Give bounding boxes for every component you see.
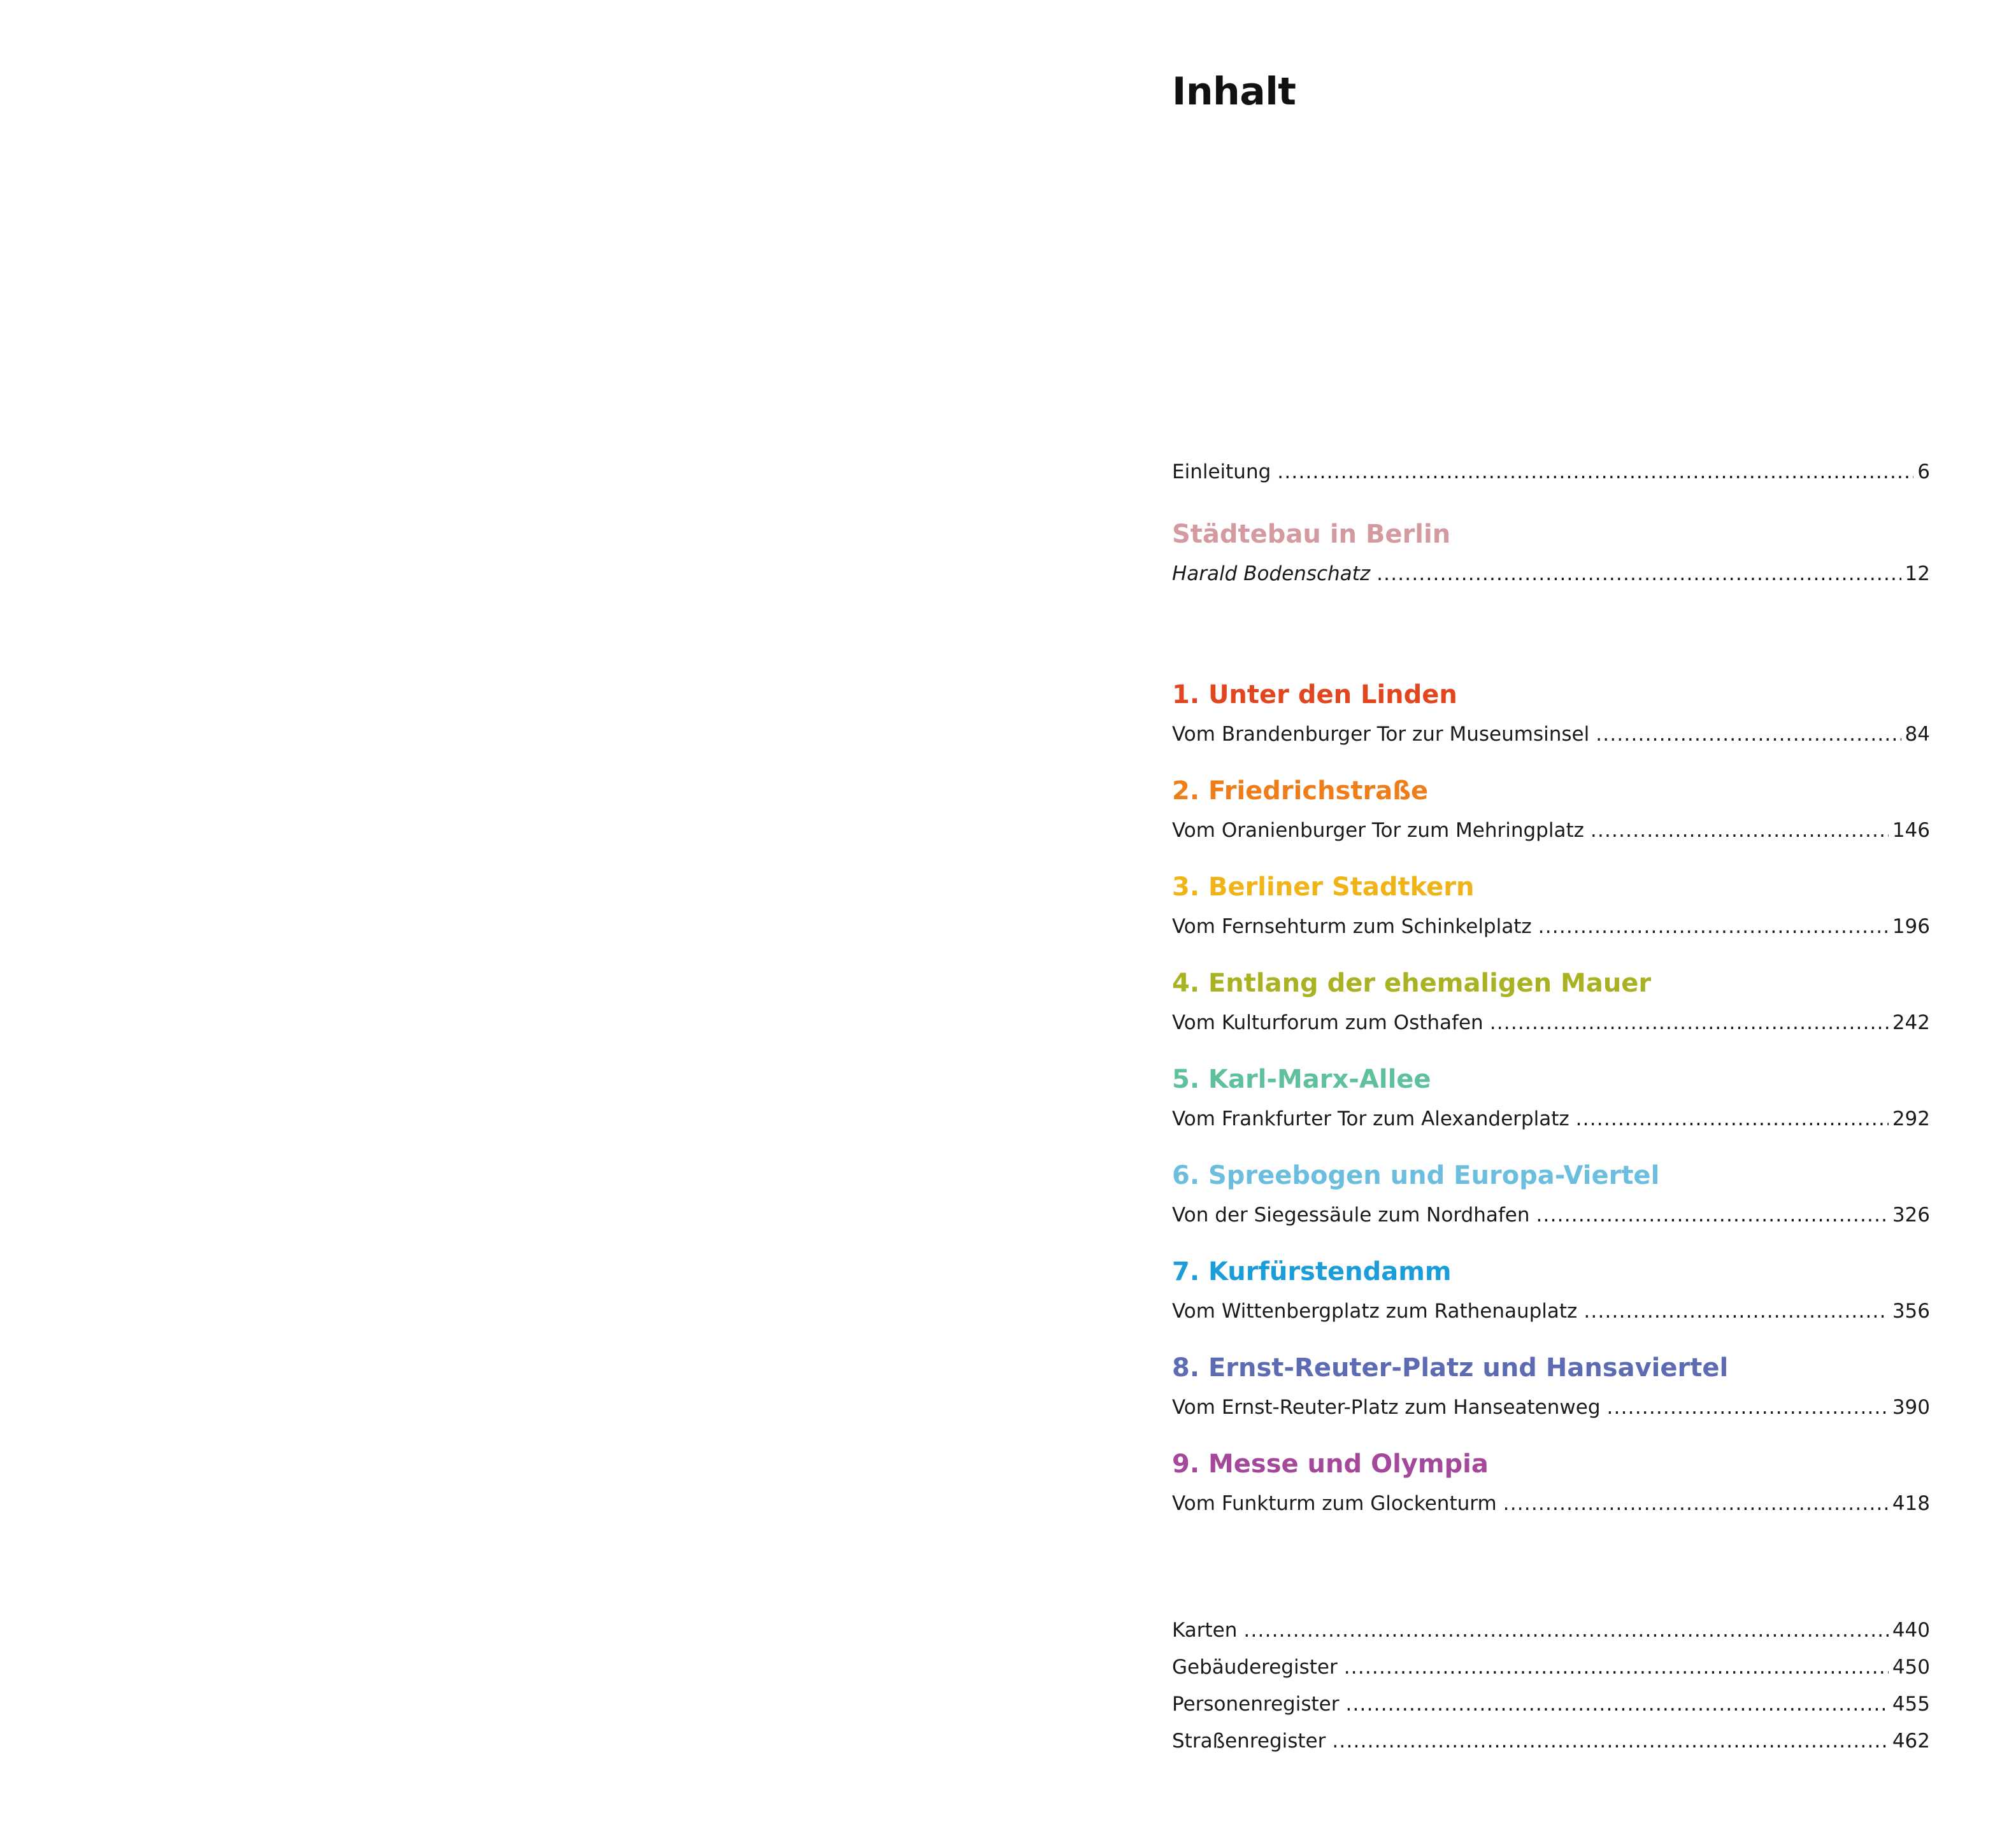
chapter-title: 4. Entlang der ehemaligen Mauer — [1172, 969, 1652, 998]
toc-entry — [1172, 716, 1930, 753]
chapter-entry-8[interactable] — [1172, 1347, 1930, 1443]
toc-entry-page: 418 — [1892, 1492, 1930, 1515]
chapter-title: 6. Spreebogen und Europa-Viertel — [1172, 1161, 1660, 1190]
dot-leader — [1536, 1197, 1889, 1234]
chapter-subtitle: Vom Kulturforum zum Osthafen — [1172, 1011, 1483, 1034]
page-title: Inhalt — [1172, 69, 1296, 114]
chapter-entry-6[interactable] — [1172, 1155, 1930, 1251]
essay-title[interactable]: Städtebau in Berlin — [1172, 520, 1451, 549]
toc-entry-page: 326 — [1892, 1204, 1930, 1227]
chapter-entry-7[interactable] — [1172, 1251, 1930, 1347]
dot-leader — [1591, 812, 1889, 849]
chapter-entry-1[interactable] — [1172, 674, 1930, 770]
chapter-title: 9. Messe und Olympia — [1172, 1449, 1489, 1479]
chapter-subtitle: Vom Fernsehturm zum Schinkelplatz — [1172, 915, 1532, 938]
toc-entry — [1172, 812, 1930, 849]
toc-entry[interactable] — [1172, 1723, 1930, 1760]
dot-leader — [1583, 1293, 1888, 1330]
chapter-subtitle: Von der Siegessäule zum Nordhafen — [1172, 1204, 1530, 1227]
toc-entry[interactable] — [1172, 1649, 1930, 1686]
chapter-subtitle: Vom Ernst-Reuter-Platz zum Hanseatenweg — [1172, 1396, 1601, 1419]
chapter-title: 1. Unter den Linden — [1172, 680, 1457, 709]
toc-entry-page: 462 — [1892, 1730, 1930, 1753]
toc-entry-page: 455 — [1892, 1693, 1930, 1716]
toc-entry-page: 84 — [1905, 723, 1930, 746]
chapter-entry-4[interactable] — [1172, 962, 1930, 1058]
chapter-entry-5[interactable] — [1172, 1058, 1930, 1155]
toc-entry — [1172, 1293, 1930, 1330]
essay-author: Harald Bodenschatz — [1172, 562, 1371, 585]
toc-chapters — [1172, 674, 1930, 1539]
toc-entry-page: 292 — [1892, 1107, 1930, 1130]
toc-entry — [1172, 1389, 1930, 1426]
toc-entry[interactable] — [1172, 453, 1930, 490]
chapter-entry-2[interactable] — [1172, 770, 1930, 866]
toc-entry-label: Einleitung — [1172, 460, 1271, 483]
toc-entry-label: Straßenregister — [1172, 1730, 1326, 1753]
dot-leader — [1243, 1612, 1888, 1649]
toc-entry — [1172, 1197, 1930, 1234]
toc-essay — [1172, 513, 1930, 592]
toc-entry-page: 12 — [1905, 562, 1930, 585]
chapter-subtitle: Vom Brandenburger Tor zur Museumsinsel — [1172, 723, 1590, 746]
toc-entry — [1172, 1485, 1930, 1522]
chapter-entry-3[interactable] — [1172, 866, 1930, 962]
chapter-title: 2. Friedrichstraße — [1172, 776, 1429, 806]
dot-leader — [1345, 1686, 1888, 1723]
toc-entry-page: 6 — [1917, 460, 1930, 483]
chapter-subtitle: Vom Funkturm zum Glockenturm — [1172, 1492, 1497, 1515]
toc-entry-label: Gebäuderegister — [1172, 1656, 1338, 1679]
toc-entry-page: 196 — [1892, 915, 1930, 938]
toc-entry[interactable] — [1172, 1612, 1930, 1649]
dot-leader — [1596, 716, 1901, 753]
dot-leader — [1576, 1100, 1889, 1137]
dot-leader — [1344, 1649, 1889, 1686]
toc-entry-page: 356 — [1892, 1300, 1930, 1323]
toc-entry[interactable] — [1172, 555, 1930, 592]
toc-entry — [1172, 1100, 1930, 1137]
dot-leader — [1490, 1004, 1889, 1041]
chapter-entry-9[interactable] — [1172, 1443, 1930, 1539]
toc-entry-label: Karten — [1172, 1619, 1238, 1642]
toc-appendix — [1172, 1612, 1930, 1760]
toc-entry-page: 390 — [1892, 1396, 1930, 1419]
dot-leader — [1376, 555, 1901, 592]
chapter-title: 3. Berliner Stadtkern — [1172, 872, 1475, 902]
chapter-subtitle: Vom Wittenbergplatz zum Rathenauplatz — [1172, 1300, 1578, 1323]
toc-entry-page: 242 — [1892, 1011, 1930, 1034]
toc-entry-page: 450 — [1892, 1656, 1930, 1679]
toc-entry-page: 440 — [1892, 1619, 1930, 1642]
toc-entry-page: 146 — [1892, 819, 1930, 842]
dot-leader — [1332, 1723, 1888, 1760]
dot-leader — [1277, 453, 1913, 490]
chapter-title: 7. Kurfürstendamm — [1172, 1257, 1452, 1286]
dot-leader — [1538, 908, 1889, 945]
chapter-title: 8. Ernst-Reuter-Platz und Hansaviertel — [1172, 1353, 1729, 1383]
chapter-subtitle: Vom Frankfurter Tor zum Alexanderplatz — [1172, 1107, 1569, 1130]
toc-entry-label: Personenregister — [1172, 1693, 1340, 1716]
chapter-subtitle: Vom Oranienburger Tor zum Mehringplatz — [1172, 819, 1584, 842]
dot-leader — [1607, 1389, 1889, 1426]
dot-leader — [1503, 1485, 1889, 1522]
chapter-title: 5. Karl-Marx-Allee — [1172, 1065, 1431, 1094]
toc-entry[interactable] — [1172, 1686, 1930, 1723]
toc-entry — [1172, 1004, 1930, 1041]
toc-entry — [1172, 908, 1930, 945]
toc-intro — [1172, 453, 1930, 490]
